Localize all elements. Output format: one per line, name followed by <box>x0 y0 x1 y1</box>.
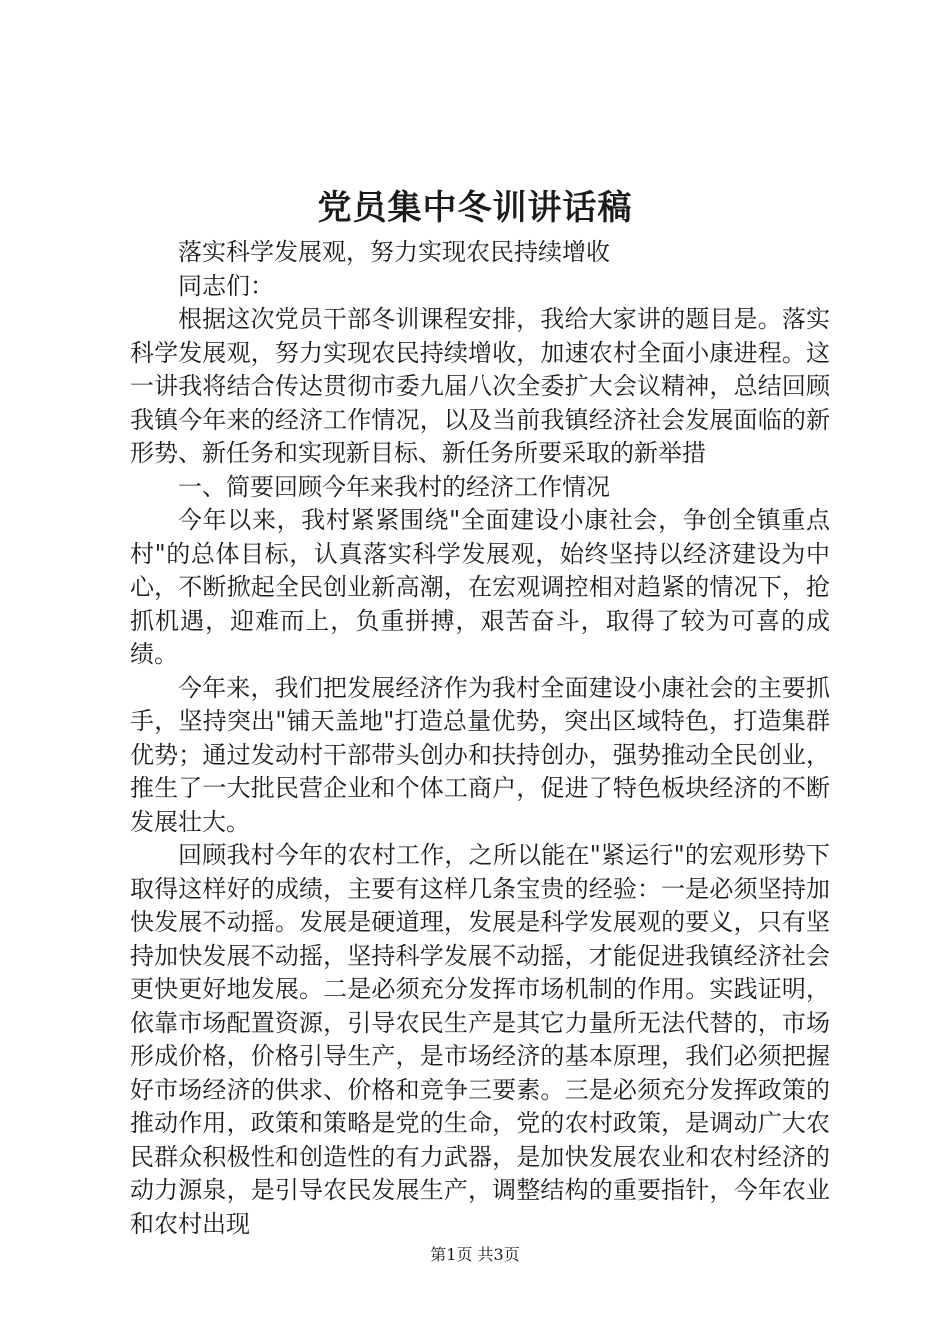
document-title: 党员集中冬训讲话稿 <box>317 188 633 228</box>
body-paragraph: 根据这次党员干部冬训课程安排，我给大家讲的题目是。落实科学发展观，努力实现农民持续增收，加速农村全面小康进程。这一讲我将结合传达贯彻市委九届八次全委扩大会议精神，总结回顾我镇今年来的经济工作情况，以及当前我镇经济社会发展面临的新形势、新任务和实现新目标、新任务所要采取的新举措 <box>130 305 830 467</box>
subtitle-paragraph: 落实科学发展观，努力实现农民持续增收 <box>178 238 610 266</box>
page-number-footer: 第1页 共3页 <box>430 1245 520 1264</box>
section-heading: 一、简要回顾今年来我村的经济工作情况 <box>178 472 610 501</box>
body-paragraph: 回顾我村今年的农村工作，之所以能在"紧运行"的宏观形势下取得这样好的成绩，主要有这样几条宝贵的经验：一是必须坚持加快发展不动摇。发展是硬道理，发展是科学发展观的要义，只有坚持加快发展不动摇，坚持科学发展不动摇，才能促进我镇经济社会更快更好地发展。二是必须充分发挥市场机制的作用。实践证明，依靠市场配置资源，引导农民生产是其它力量所无法代替的，市场形成价格，价格引导生产，是市场经济的基本原理，我们必须把握好市场经济的供求、价格和竞争三要素。三是必须充分发挥政策的推动作用，政策和策略是党的生命，党的农村政策，是调动广大农民群众积极性和创造性的有力武器，是加快发展农业和农村经济的动力源泉，是引导农民发展生产，调整结构的重要指针，今年农业和农村出现 <box>130 841 830 1238</box>
document-body <box>130 236 830 1241</box>
salutation-paragraph: 同志们： <box>178 271 274 300</box>
body-paragraph: 今年来，我们把发展经济作为我村全面建设小康社会的主要抓手，坚持突出"铺天盖地"打造总量优势，突出区域特色，打造集群优势；通过发动村干部带头创办和扶持创办，强势推动全民创业，推生了一大批民营企业和个体工商户，促进了特色板块经济的不断发展壮大。 <box>130 673 830 836</box>
body-paragraph: 今年以来，我村紧紧围绕"全面建设小康社会，争创全镇重点村"的总体目标，认真落实科学发展观，始终坚持以经济建设为中心，不断掀起全民创业新高潮，在宏观调控相对趋紧的情况下，抢抓机遇，迎难而上，负重拼搏，艰苦奋斗，取得了较为可喜的成绩。 <box>130 506 830 668</box>
